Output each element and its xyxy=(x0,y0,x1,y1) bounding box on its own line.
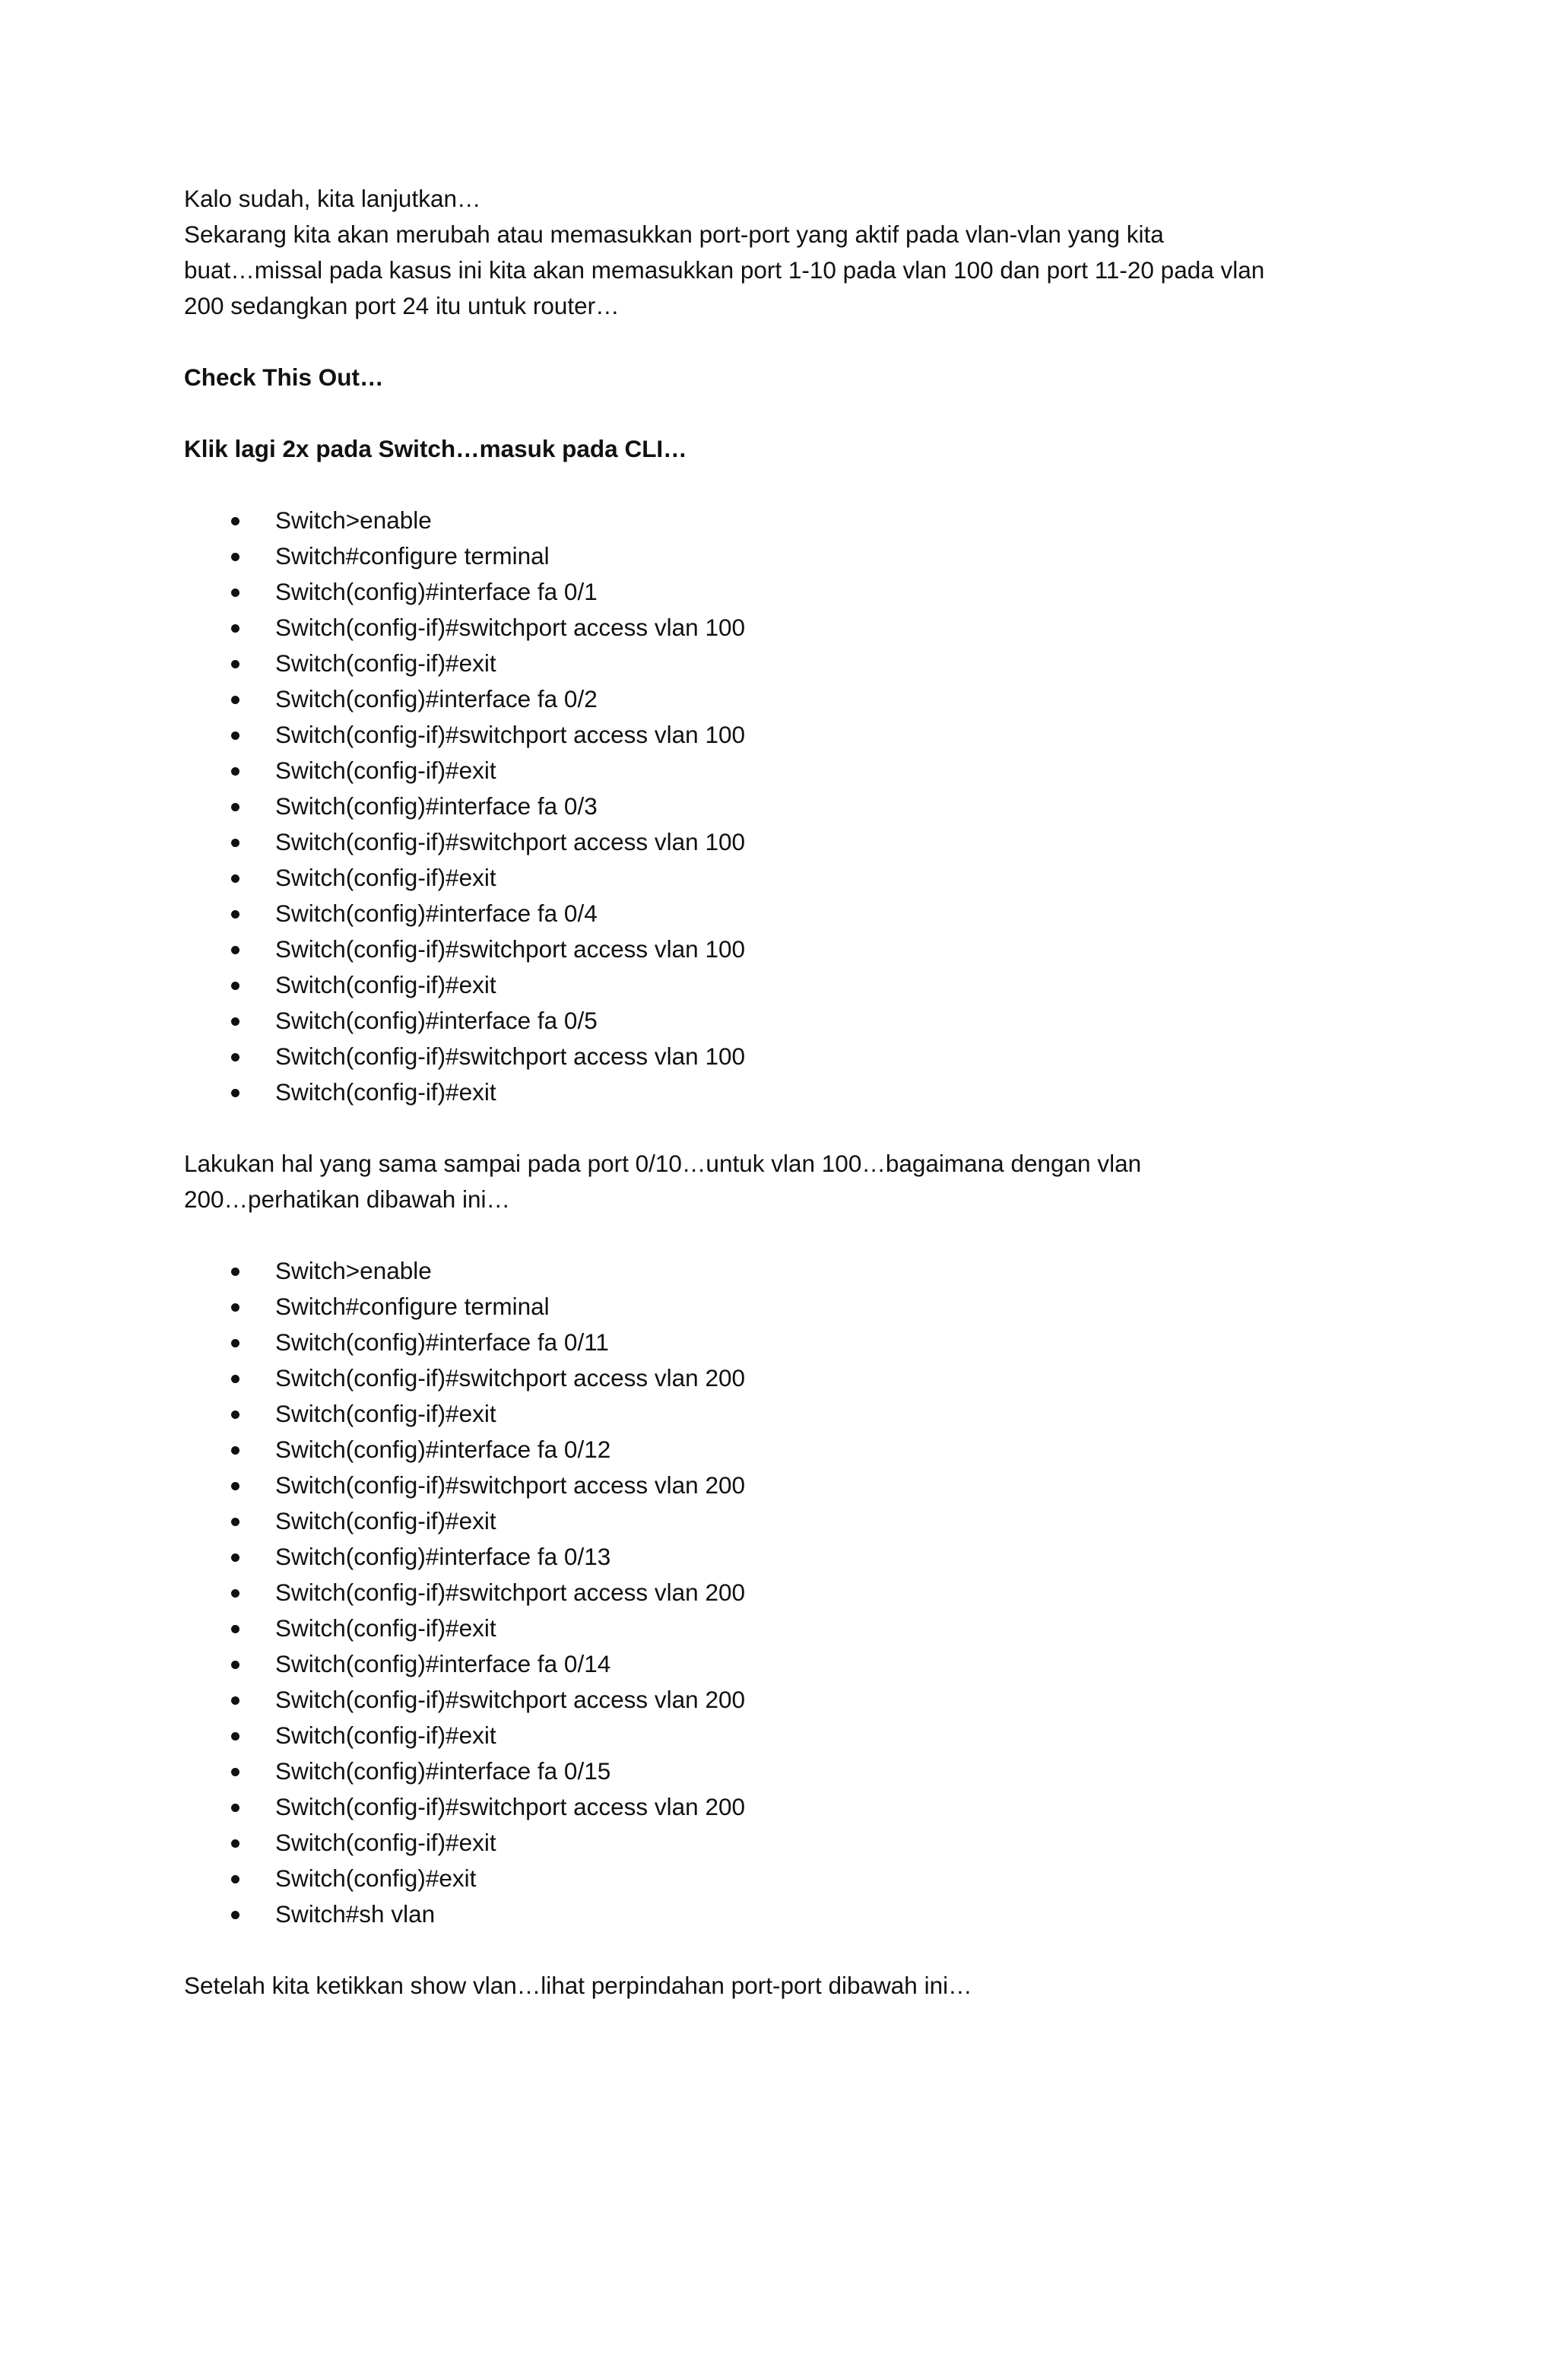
bullet-icon xyxy=(231,767,239,776)
bullet-icon xyxy=(231,1268,239,1276)
bullet-icon xyxy=(231,1518,239,1526)
command-text: Switch(config-if)#switchport access vlan 100 xyxy=(275,1042,746,1070)
command-text: Switch(config)#interface fa 0/4 xyxy=(275,900,598,927)
command-text: Switch(config)#interface fa 0/15 xyxy=(275,1757,611,1785)
command-text: Switch(config-if)#exit xyxy=(275,1507,496,1534)
command-list-item xyxy=(184,1289,1370,1325)
bullet-icon xyxy=(231,1732,239,1741)
command-list-item xyxy=(184,1468,1370,1503)
command-list-item xyxy=(184,1039,1370,1074)
command-list-item xyxy=(184,1789,1370,1825)
command-list-item xyxy=(184,1861,1370,1896)
command-list-item xyxy=(184,574,1370,610)
command-list-item xyxy=(184,1360,1370,1396)
command-text: Switch(config-if)#switchport access vlan 100 xyxy=(275,721,746,748)
bullet-icon xyxy=(231,1375,239,1383)
command-text: Switch(config-if)#exit xyxy=(275,1614,496,1642)
bullet-icon xyxy=(231,946,239,954)
middle-paragraph xyxy=(184,1146,1370,1217)
command-list-item xyxy=(184,1753,1370,1789)
bullet-icon xyxy=(231,1875,239,1883)
command-list-item xyxy=(184,1539,1370,1575)
bullet-icon xyxy=(231,1017,239,1026)
closing-paragraph: Setelah kita ketikkan show vlan…lihat perpindahan port-port dibawah ini… xyxy=(184,1972,972,1999)
command-text: Switch#sh vlan xyxy=(275,1900,436,1928)
command-list-item xyxy=(184,538,1370,574)
bullet-icon xyxy=(231,1625,239,1633)
bullet-icon xyxy=(231,1446,239,1455)
command-text: Switch(config-if)#switchport access vlan 200 xyxy=(275,1793,746,1820)
bullet-icon xyxy=(231,696,239,704)
spacer xyxy=(184,1932,1370,1968)
command-text: Switch(config)#interface fa 0/12 xyxy=(275,1436,611,1463)
spacer xyxy=(184,324,1370,360)
command-list-item xyxy=(184,860,1370,896)
bullet-icon xyxy=(231,1911,239,1919)
middle-line: Lakukan hal yang sama sampai pada port 0/10…untuk vlan 100…bagaimana dengan vlan xyxy=(184,1150,1142,1177)
bullet-icon xyxy=(231,874,239,883)
command-list-item xyxy=(184,1896,1370,1932)
command-text: Switch(config)#interface fa 0/13 xyxy=(275,1543,611,1570)
command-text: Switch#configure terminal xyxy=(275,542,550,570)
command-text: Switch>enable xyxy=(275,506,432,534)
bullet-icon xyxy=(231,1589,239,1598)
intro-line: Kalo sudah, kita lanjutkan… xyxy=(184,185,481,212)
command-list-item xyxy=(184,931,1370,967)
command-text: Switch(config-if)#exit xyxy=(275,864,496,891)
bullet-icon xyxy=(231,1053,239,1061)
command-text: Switch(config-if)#switchport access vlan 200 xyxy=(275,1471,746,1499)
heading-check-this-out: Check This Out… xyxy=(184,363,384,391)
intro-line: Sekarang kita akan merubah atau memasukkan port-port yang aktif pada vlan-vlan yang kita xyxy=(184,221,1164,248)
command-list-item xyxy=(184,1646,1370,1682)
intro-paragraph xyxy=(184,181,1370,324)
command-text: Switch#configure terminal xyxy=(275,1293,550,1320)
command-text: Switch(config-if)#switchport access vlan 100 xyxy=(275,935,746,963)
bullet-icon xyxy=(231,660,239,668)
bullet-icon xyxy=(231,517,239,525)
heading-klik-switch: Klik lagi 2x pada Switch…masuk pada CLI… xyxy=(184,435,687,462)
command-list-vlan-100 xyxy=(184,503,1370,1110)
command-text: Switch(config-if)#switchport access vlan 200 xyxy=(275,1686,746,1713)
command-text: Switch(config-if)#exit xyxy=(275,971,496,998)
bullet-icon xyxy=(231,1089,239,1097)
command-list-item xyxy=(184,896,1370,931)
bullet-icon xyxy=(231,589,239,597)
bullet-icon xyxy=(231,624,239,633)
command-text: Switch(config-if)#switchport access vlan 200 xyxy=(275,1579,746,1606)
command-text: Switch(config)#interface fa 0/14 xyxy=(275,1650,611,1677)
bullet-icon xyxy=(231,1804,239,1812)
command-list-item xyxy=(184,1682,1370,1718)
middle-line: 200…perhatikan dibawah ini… xyxy=(184,1185,511,1213)
command-text: Switch(config)#interface fa 0/2 xyxy=(275,685,598,712)
command-list-item xyxy=(184,1610,1370,1646)
bullet-icon xyxy=(231,1411,239,1419)
command-text: Switch(config-if)#switchport access vlan 200 xyxy=(275,1364,746,1392)
command-list-item xyxy=(184,1718,1370,1753)
command-text: Switch(config-if)#exit xyxy=(275,1400,496,1427)
command-list-item xyxy=(184,1396,1370,1432)
command-text: Switch(config)#exit xyxy=(275,1864,477,1892)
bullet-icon xyxy=(231,803,239,811)
intro-line: buat…missal pada kasus ini kita akan memasukkan port 1-10 pada vlan 100 dan port 11-20 pada vlan xyxy=(184,256,1265,284)
command-text: Switch(config)#interface fa 0/11 xyxy=(275,1328,609,1356)
command-text: Switch(config-if)#exit xyxy=(275,1722,496,1749)
bullet-icon xyxy=(231,910,239,919)
bullet-icon xyxy=(231,1339,239,1347)
command-list-item xyxy=(184,1503,1370,1539)
command-text: Switch(config)#interface fa 0/5 xyxy=(275,1007,598,1034)
command-list-item xyxy=(184,1575,1370,1610)
spacer xyxy=(184,467,1370,503)
command-list-item xyxy=(184,717,1370,753)
command-list-item xyxy=(184,681,1370,717)
bullet-icon xyxy=(231,553,239,561)
command-list-item xyxy=(184,503,1370,538)
command-list-item xyxy=(184,646,1370,681)
command-list-item xyxy=(184,1074,1370,1110)
command-list-item xyxy=(184,1432,1370,1468)
command-text: Switch(config-if)#exit xyxy=(275,757,496,784)
command-list-vlan-200 xyxy=(184,1253,1370,1932)
command-text: Switch(config-if)#exit xyxy=(275,1829,496,1856)
command-list-item xyxy=(184,610,1370,646)
command-list-item xyxy=(184,1253,1370,1289)
bullet-icon xyxy=(231,1303,239,1312)
command-list-item xyxy=(184,1325,1370,1360)
command-text: Switch(config-if)#exit xyxy=(275,1078,496,1106)
command-list-item xyxy=(184,1003,1370,1039)
command-text: Switch(config)#interface fa 0/1 xyxy=(275,578,598,605)
spacer xyxy=(184,395,1370,431)
bullet-icon xyxy=(231,982,239,990)
bullet-icon xyxy=(231,1661,239,1669)
command-list-item xyxy=(184,1825,1370,1861)
command-text: Switch(config-if)#switchport access vlan 100 xyxy=(275,828,746,855)
command-text: Switch(config-if)#exit xyxy=(275,649,496,677)
bullet-icon xyxy=(231,731,239,740)
bullet-icon xyxy=(231,1482,239,1490)
bullet-icon xyxy=(231,1696,239,1705)
command-list-item xyxy=(184,967,1370,1003)
command-text: Switch(config-if)#switchport access vlan 100 xyxy=(275,614,746,641)
command-text: Switch>enable xyxy=(275,1257,432,1284)
command-list-item xyxy=(184,753,1370,789)
intro-line: 200 sedangkan port 24 itu untuk router… xyxy=(184,292,620,319)
bullet-icon xyxy=(231,1839,239,1848)
bullet-icon xyxy=(231,1768,239,1776)
bullet-icon xyxy=(231,839,239,847)
spacer xyxy=(184,1110,1370,1146)
command-list-item xyxy=(184,789,1370,824)
spacer xyxy=(184,1217,1370,1253)
command-text: Switch(config)#interface fa 0/3 xyxy=(275,792,598,820)
bullet-icon xyxy=(231,1553,239,1562)
command-list-item xyxy=(184,824,1370,860)
document-page xyxy=(184,181,1370,2004)
